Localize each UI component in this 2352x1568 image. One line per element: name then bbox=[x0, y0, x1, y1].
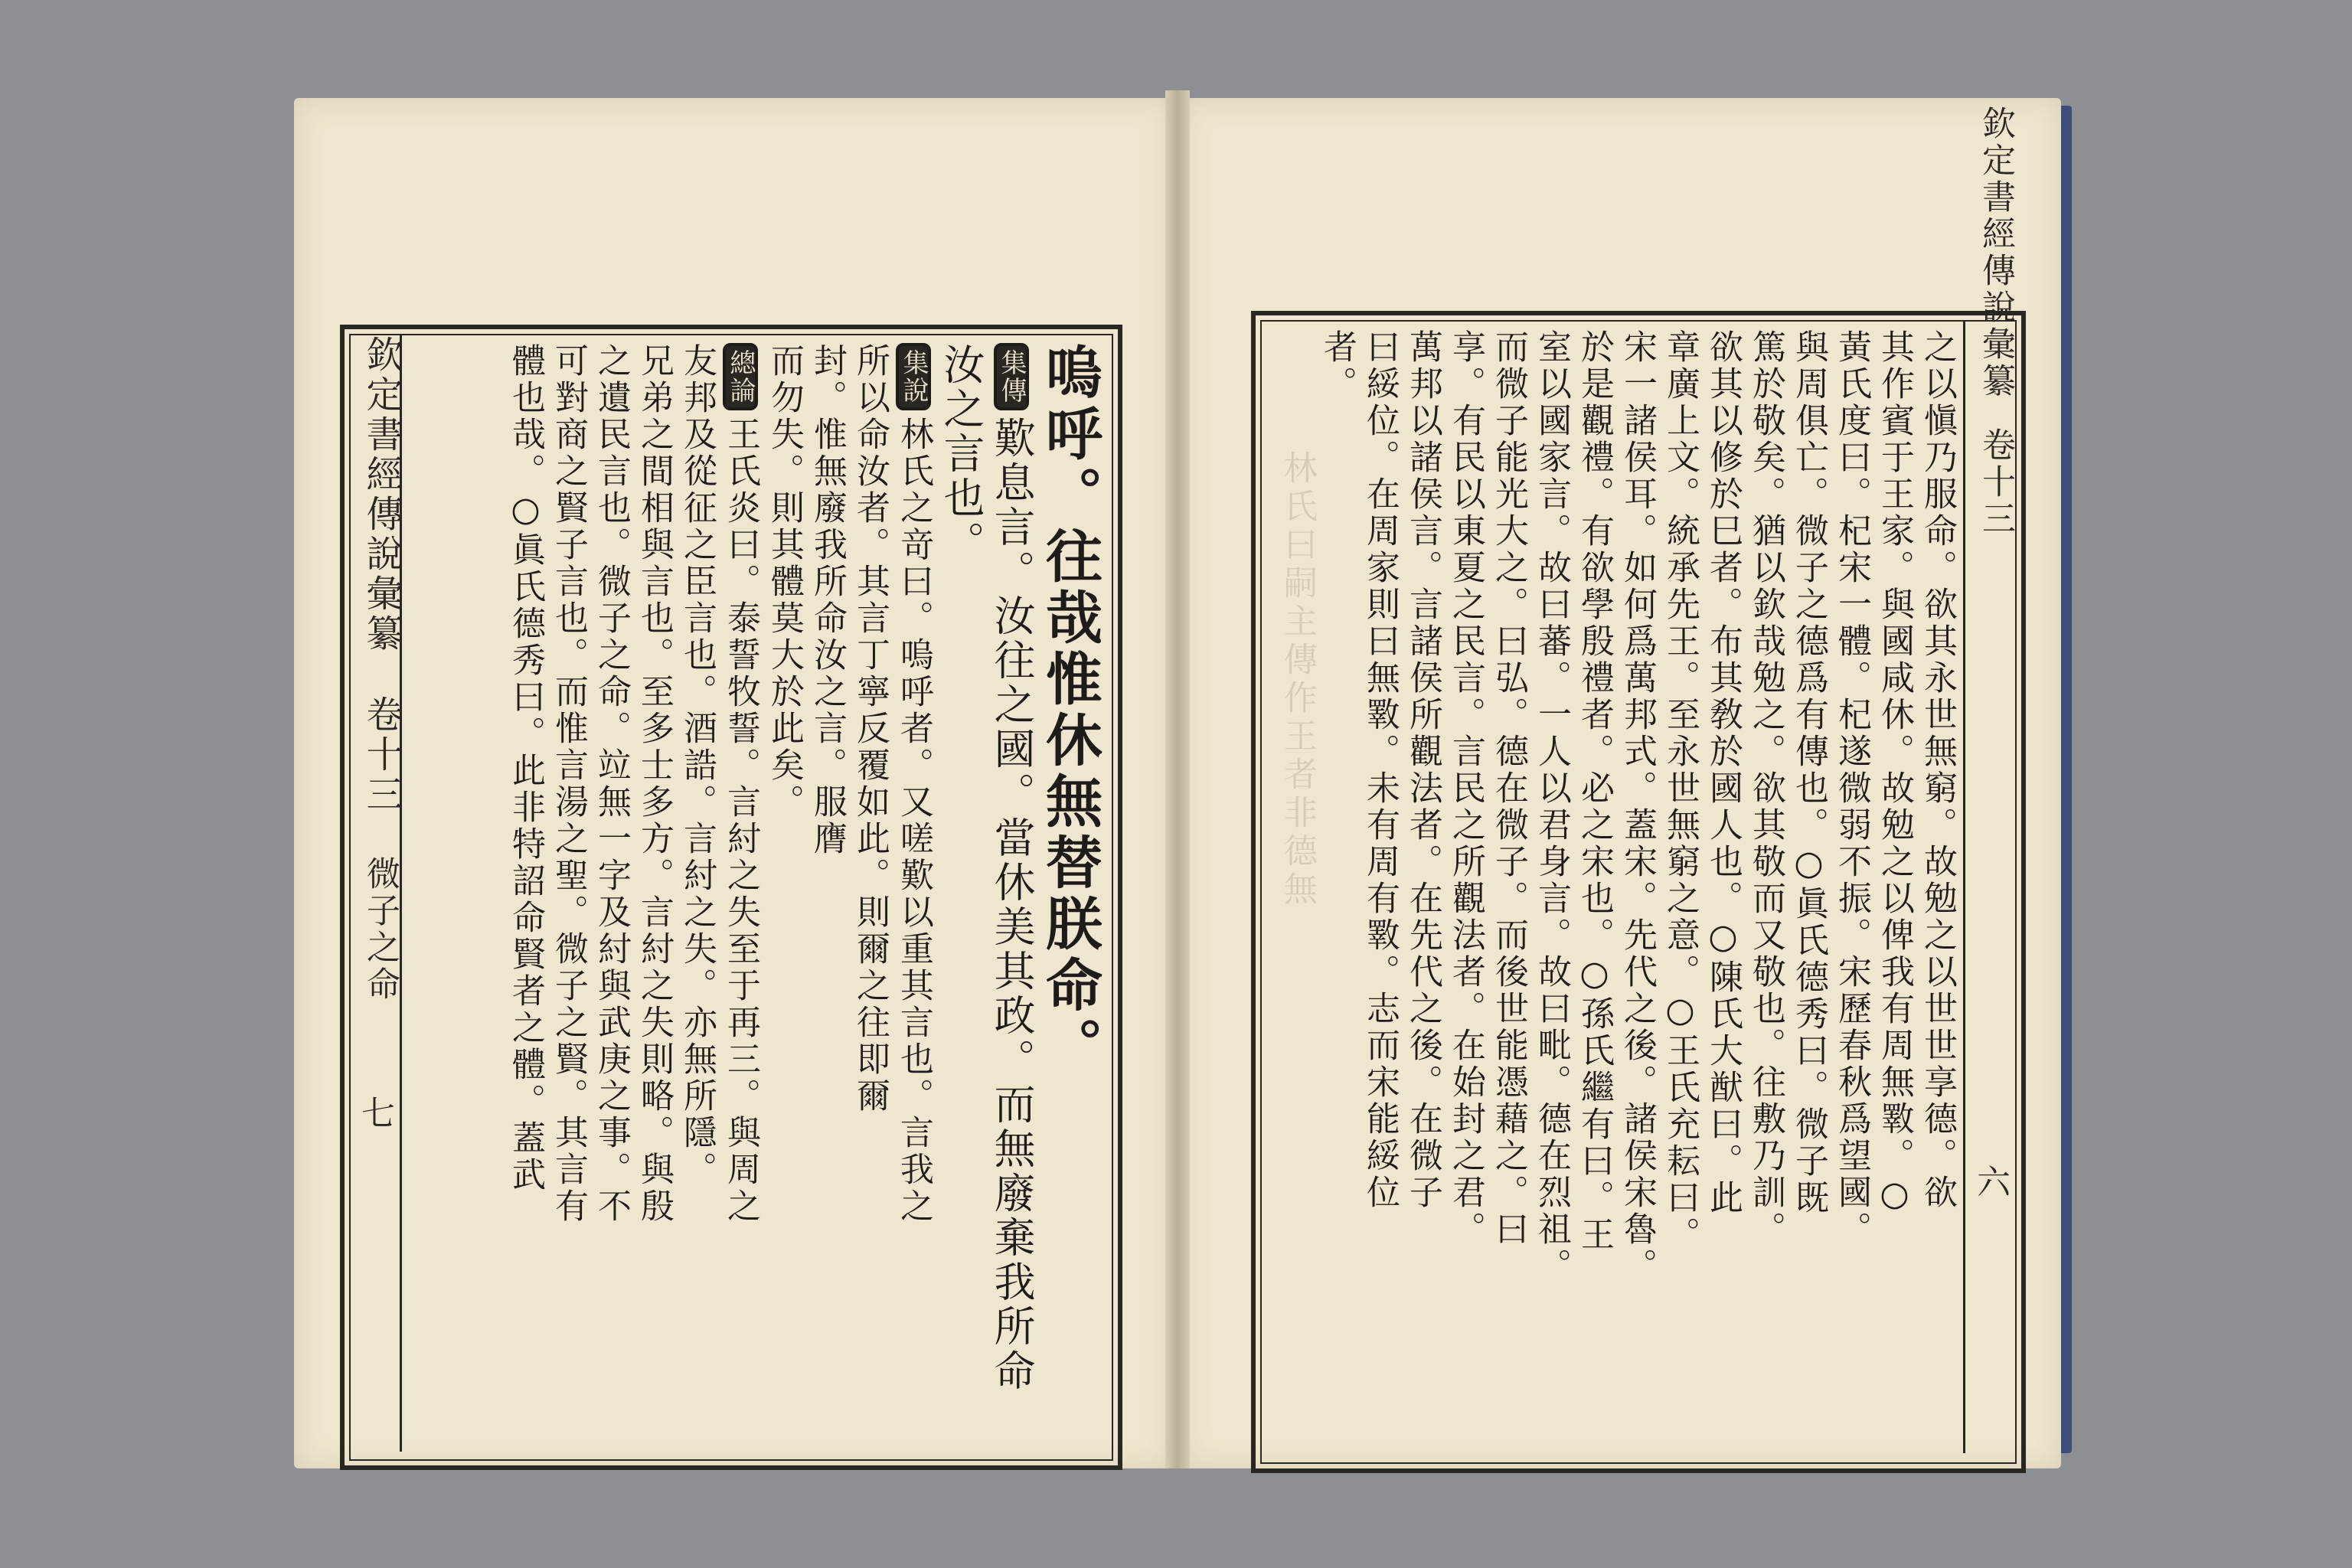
right-column-9: 於是觀禮。有欲學殷禮者。必之宋也。○孫氏繼有曰。王 bbox=[1575, 329, 1614, 1253]
right-text-columns bbox=[1303, 329, 1957, 1447]
right-column-12: 享。有民以東夏之民言。言民之所觀法者。在始封之君。 bbox=[1446, 329, 1485, 1248]
right-column-4: 與周俱亡。微子之德爲有傳也。○眞氏德秀曰。微子既 bbox=[1789, 329, 1828, 1217]
jishuo-badge: 集說 bbox=[896, 343, 931, 410]
right-column-8: 宋一諸侯耳。如何爲萬邦式。蓋宋。先代之後。諸侯宋魯。 bbox=[1618, 329, 1657, 1285]
small-text: 王氏炎曰。泰誓牧誓。言紂之失至于再三。與周之 bbox=[721, 416, 760, 1225]
right-column-6: 欲其以修於巳者。布其敎於國人也。○陳氏大猷曰。此 bbox=[1704, 329, 1743, 1217]
main-text: 歎息言。汝往之國。當休美其政。而無廢棄我所命 bbox=[988, 416, 1036, 1393]
right-column-10: 室以國家言。故曰蕃。一人以君身言。故曰毗。德在烈祖。 bbox=[1532, 329, 1571, 1285]
right-spine-title: 欽定書經傳說彙纂 bbox=[1976, 106, 2015, 400]
left-small-column-10: 體也哉。○眞氏德秀曰。此非特詔命賢者之體。蓋武 bbox=[506, 343, 545, 1194]
left-small-column-3: 封。惟無廢我所命汝之言。服膺 bbox=[808, 343, 847, 858]
left-main-column-1 bbox=[988, 343, 1036, 1430]
right-spine-volume: 卷十三 bbox=[1976, 427, 2015, 537]
right-column-15: 者。 bbox=[1318, 329, 1357, 403]
left-text-columns bbox=[416, 343, 1102, 1446]
left-small-column-1 bbox=[896, 343, 931, 1430]
left-heading: 嗚呼。往哉惟休無替朕命。 bbox=[1037, 343, 1102, 1078]
jizhuan-badge: 集傳 bbox=[994, 343, 1029, 410]
left-page-number: 七 bbox=[361, 1094, 395, 1133]
right-column-2: 其作賓于王家。與國咸休。故勉之以俾我有周無斁。○ bbox=[1875, 329, 1914, 1217]
left-spine-volume: 卷十三 bbox=[360, 695, 403, 815]
left-spine-title: 欽定書經傳說彙纂 bbox=[360, 335, 403, 654]
left-small-column-9: 可對商之賢子言也。而惟言湯之聖。微子之賢。其言有 bbox=[549, 343, 588, 1225]
bleed-through-text: 林氏曰嗣主傳作王者非德無 bbox=[1278, 450, 1317, 910]
left-small-column-4: 而勿失。則其體莫大於此矣。 bbox=[765, 343, 804, 821]
right-column-1: 之以愼乃服命。欲其永世無窮。故勉之以世世享德。欲 bbox=[1918, 329, 1957, 1211]
left-spine-chapter: 微子之命 bbox=[361, 856, 400, 1003]
open-book bbox=[285, 90, 2069, 1468]
right-spine-rule bbox=[1963, 320, 1965, 1453]
left-main-column-2: 汝之言也。 bbox=[937, 343, 985, 565]
book-gutter bbox=[1165, 90, 1190, 1468]
left-small-column-7: 兄弟之間相與言也。至多士多方。言紂之失則略。與殷 bbox=[635, 343, 674, 1225]
left-small-column-6: 友邦及從征之臣言也。酒誥。言紂之失。亦無所隱。 bbox=[678, 343, 717, 1188]
right-column-3: 黃氏度曰。杞宋一體。杞遂微弱不振。宋歷春秋爲望國。 bbox=[1832, 329, 1871, 1248]
small-text: 林氏之竒曰。嗚呼者。又嗟歎以重其言也。言我之 bbox=[894, 416, 933, 1225]
right-column-13: 萬邦以諸侯言。言諸侯所觀法者。在先代之後。在微子 bbox=[1403, 329, 1442, 1211]
right-column-5: 篤於敬矣。猶以欽哉勉之。欲其敬而又敬也。往敷乃訓。 bbox=[1746, 329, 1785, 1248]
left-small-column-8: 之遺民言也。微子之命。竝無一字及紂與武庚之事。不 bbox=[592, 343, 631, 1225]
right-column-14: 曰綏位。在周家則曰無斁。未有周有斁。志而宋能綏位 bbox=[1361, 329, 1400, 1211]
zonglun-badge: 總論 bbox=[723, 343, 758, 410]
right-column-7: 章廣上文。統承先王。至永世無窮之意。○王氏充耘曰。 bbox=[1661, 329, 1700, 1253]
left-small-column-5 bbox=[723, 343, 758, 1430]
right-column-11: 而微子能光大之。曰弘。德在微子。而後世能憑藉之。曰 bbox=[1489, 329, 1528, 1248]
left-small-column-2: 所以命汝者。其言丁寧反覆如此。則爾之往即爾 bbox=[851, 343, 890, 1115]
right-page-number: 六 bbox=[1977, 1163, 2011, 1202]
